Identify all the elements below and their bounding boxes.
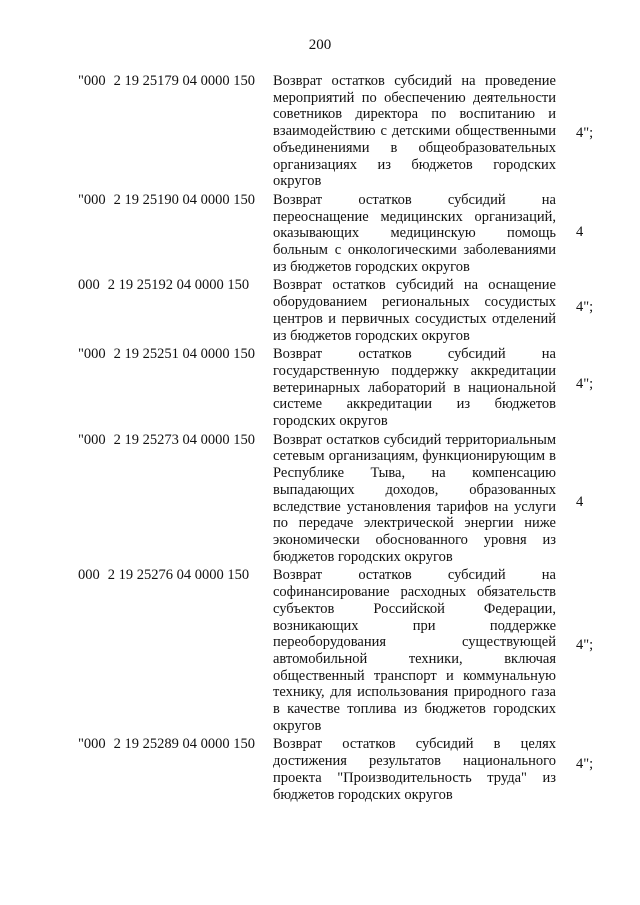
entry-column-value: 4 xyxy=(576,223,584,240)
entry-description: Возврат остатков субсидий на переоснащение медицинских организаций, оказывающих медицинскую помощь больным с онкологическими заболеваниями из бюджетов городских округов xyxy=(273,191,556,275)
entry-description: Возврат остатков субсидий территориальным сетевым организациям, функционирующим в Республике Тыва, на компенсацию выпадающих доходов, образованных вследствие установления тарифов на услуги по передаче электрической энергии ниже экономически обоснованного уровня из бюджетов городских округов xyxy=(273,431,556,565)
entry-row xyxy=(0,432,640,566)
entry-code: 2 19 25273 04 0000 150 xyxy=(113,431,256,448)
entry-code-cell xyxy=(78,736,273,753)
entry-column-value: 4"; xyxy=(576,125,594,141)
entry-code-cell xyxy=(78,432,273,449)
entry-column-value: 4"; xyxy=(576,756,594,773)
entry-description: Возврат остатков субсидий на государственную поддержку аккредитации ветеринарных лабораторий в национальной системе аккредитации из бюджетов городских округов xyxy=(273,346,556,430)
entry-prefix: "000 xyxy=(78,191,106,208)
entry-row xyxy=(0,277,640,344)
entry-column-value: 4"; xyxy=(576,299,594,316)
entry-row xyxy=(0,73,640,190)
entry-row xyxy=(0,567,640,734)
entry-description: Возврат остатков субсидий в целях достижения результатов национального проекта "Производительность труда" из бюджетов городских округов xyxy=(273,736,556,803)
entry-code: 2 19 25289 04 0000 150 xyxy=(113,736,256,753)
entry-prefix: "000 xyxy=(78,431,106,448)
entry-code: 2 19 25192 04 0000 150 xyxy=(107,277,250,294)
entry-row xyxy=(0,736,640,803)
entry-prefix: "000 xyxy=(78,73,106,89)
entry-description: Возврат остатков субсидий на проведение мероприятий по обеспечению деятельности советников директора по воспитанию и взаимодействию с детскими общественными объединениями в общеобразовательных организациях из бюджетов городских округов xyxy=(273,73,556,190)
entry-code-cell xyxy=(78,567,273,584)
entry-code-cell xyxy=(78,192,273,209)
entry-code: 2 19 25251 04 0000 150 xyxy=(113,346,256,363)
entry-code-cell xyxy=(78,73,273,90)
entry-column-value: 4 xyxy=(576,493,584,510)
entry-description: Возврат остатков субсидий на оснащение оборудованием региональных сосудистых центров и первичных сосудистых отделений из бюджетов городских округов xyxy=(273,277,556,344)
page-number: 200 xyxy=(308,37,332,53)
entry-prefix: 000 xyxy=(78,567,100,584)
entry-column-value: 4"; xyxy=(576,637,594,654)
entry-row xyxy=(0,192,640,276)
entry-column-value: 4"; xyxy=(576,376,594,393)
entry-prefix: "000 xyxy=(78,736,106,753)
entry-code-cell xyxy=(78,277,273,294)
entry-prefix: "000 xyxy=(78,346,106,363)
entry-prefix: 000 xyxy=(78,277,100,294)
entry-description: Возврат остатков субсидий на софинансирование расходных обязательств субъектов Российской Федерации, возникающих при поддержке переоборудования существующей автомобильной техники, включая общественный транспорт и коммунальную технику, для использования природного газа в качестве топлива из бюджетов городских округов xyxy=(273,567,556,734)
entry-code: 2 19 25179 04 0000 150 xyxy=(113,73,256,89)
entry-code: 2 19 25276 04 0000 150 xyxy=(107,567,250,584)
entry-code: 2 19 25190 04 0000 150 xyxy=(113,191,256,208)
entry-row xyxy=(0,346,640,430)
entries-list xyxy=(0,73,640,805)
entry-code-cell xyxy=(78,346,273,363)
